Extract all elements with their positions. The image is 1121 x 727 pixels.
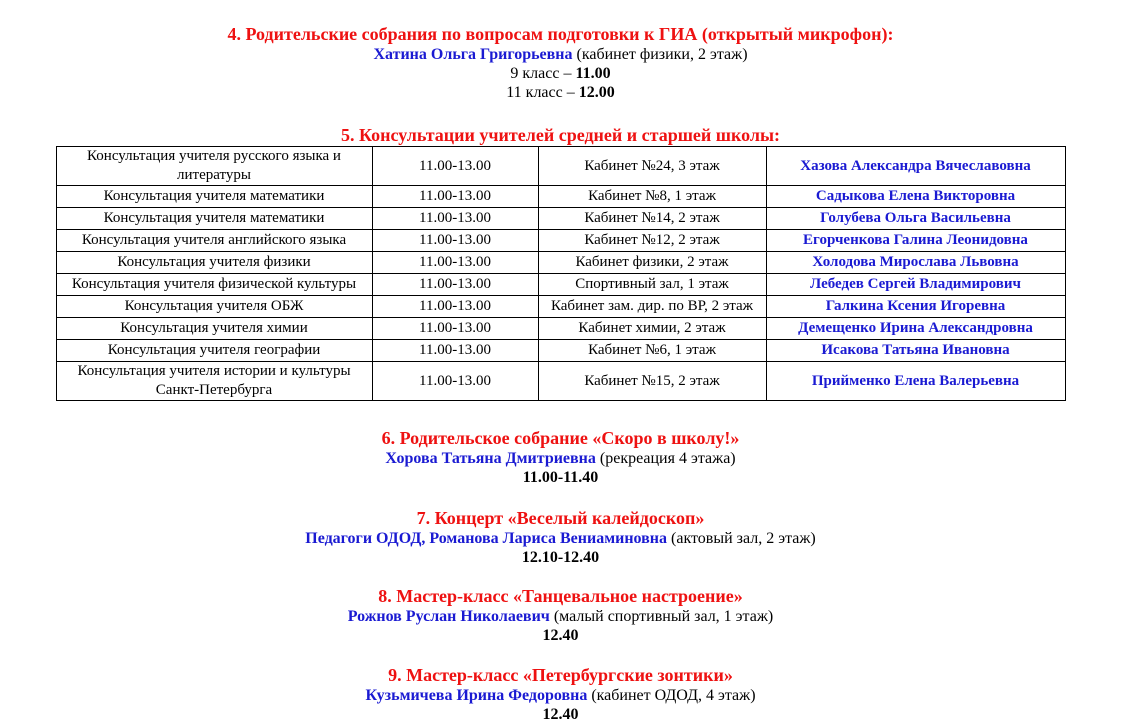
table-row (56, 230, 1065, 252)
section-4-title: 4. Родительские собрания по вопросам подготовки к ГИА (открытый микрофон): (227, 24, 894, 44)
room-cell: Кабинет физики, 2 этаж (538, 252, 766, 274)
teacher-cell: Холодова Мирослава Львовна (766, 252, 1065, 274)
section-6-time: 11.00-11.40 (522, 469, 599, 486)
section-9-time: 12.40 (542, 706, 579, 723)
teacher-cell: Демещенко Ирина Александровна (766, 318, 1065, 340)
section-5-consultations (0, 125, 1121, 401)
time-cell: 11.00-13.00 (372, 274, 538, 296)
section-9-masterclass-umbrellas (0, 665, 1121, 724)
section-8-masterclass-dance (0, 586, 1121, 645)
consultation-cell: Консультация учителя математики (56, 186, 372, 208)
section-5-title: 5. Консультации учителей средней и старшей школы: (340, 125, 781, 145)
section-4-class-time-11 (0, 83, 1121, 102)
table-row (56, 296, 1065, 318)
class-11-time: 12.00 (578, 84, 615, 101)
section-6-host-line (0, 449, 1121, 468)
time-cell: 11.00-13.00 (372, 318, 538, 340)
section-9-title: 9. Мастер-класс «Петербургские зонтики» (388, 665, 733, 685)
room-cell: Кабинет зам. дир. по ВР, 2 этаж (538, 296, 766, 318)
teacher-cell: Хазова Александра Вячеславовна (766, 147, 1065, 186)
table-row (56, 147, 1065, 186)
time-cell: 11.00-13.00 (372, 186, 538, 208)
section-7-title: 7. Концерт «Веселый калейдоскоп» (416, 508, 705, 528)
teacher-cell: Исакова Татьяна Ивановна (766, 340, 1065, 362)
section-8-host-name: Рожнов Руслан Николаевич (347, 608, 550, 625)
section-6-location: (рекреация 4 этажа) (599, 450, 736, 467)
section-8-location: (малый спортивный зал, 1 этаж) (553, 608, 774, 625)
room-cell: Кабинет №14, 2 этаж (538, 208, 766, 230)
teacher-cell: Садыкова Елена Викторовна (766, 186, 1065, 208)
table-row (56, 274, 1065, 296)
section-4-location: (кабинет физики, 2 этаж) (576, 46, 748, 63)
time-cell: 11.00-13.00 (372, 230, 538, 252)
consultation-cell: Консультация учителя английского языка (56, 230, 372, 252)
room-cell: Спортивный зал, 1 этаж (538, 274, 766, 296)
consultation-cell: Консультация учителя истории и культуры Санкт-Петербурга (56, 362, 372, 401)
consultation-cell: Консультация учителя физической культуры (56, 274, 372, 296)
consultation-cell: Консультация учителя географии (56, 340, 372, 362)
consultation-cell: Консультация учителя физики (56, 252, 372, 274)
section-6-parents-meeting (0, 428, 1121, 487)
consultation-cell: Консультация учителя русского языка и литературы (56, 147, 372, 186)
section-4-class-time-9 (0, 64, 1121, 83)
room-cell: Кабинет химии, 2 этаж (538, 318, 766, 340)
section-8-title: 8. Мастер-класс «Танцевальное настроение» (378, 586, 743, 606)
section-8-time: 12.40 (542, 627, 579, 644)
consultation-cell: Консультация учителя ОБЖ (56, 296, 372, 318)
time-cell: 11.00-13.00 (372, 208, 538, 230)
time-cell: 11.00-13.00 (372, 296, 538, 318)
consultation-cell: Консультация учителя химии (56, 318, 372, 340)
section-7-host-line (0, 529, 1121, 548)
consultations-table-body (56, 147, 1065, 401)
section-7-time: 12.10-12.40 (521, 549, 600, 566)
table-row (56, 252, 1065, 274)
section-7-location: (актовый зал, 2 этаж) (671, 530, 816, 547)
time-cell: 11.00-13.00 (372, 147, 538, 186)
room-cell: Кабинет №8, 1 этаж (538, 186, 766, 208)
class-11-label: 11 класс – (506, 84, 579, 101)
room-cell: Кабинет №6, 1 этаж (538, 340, 766, 362)
section-9-host-line (0, 686, 1121, 705)
section-4-gia-meetings (0, 24, 1121, 102)
section-6-host-name: Хорова Татьяна Дмитриевна (385, 450, 596, 467)
time-cell: 11.00-13.00 (372, 340, 538, 362)
time-cell: 11.00-13.00 (372, 252, 538, 274)
section-4-host-line (0, 45, 1121, 64)
room-cell: Кабинет №24, 3 этаж (538, 147, 766, 186)
room-cell: Кабинет №15, 2 этаж (538, 362, 766, 401)
time-cell: 11.00-13.00 (372, 362, 538, 401)
section-4-host-name: Хатина Ольга Григорьевна (373, 46, 573, 63)
class-9-label: 9 класс – (510, 65, 576, 82)
section-6-title: 6. Родительское собрание «Скоро в школу!» (381, 428, 740, 448)
table-row (56, 208, 1065, 230)
consultations-table (56, 146, 1066, 401)
table-row (56, 362, 1065, 401)
teacher-cell: Галкина Ксения Игоревна (766, 296, 1065, 318)
section-7-concert (0, 508, 1121, 567)
section-9-host-name: Кузьмичева Ирина Федоровна (365, 687, 588, 704)
consultation-cell: Консультация учителя математики (56, 208, 372, 230)
table-row (56, 186, 1065, 208)
teacher-cell: Прийменко Елена Валерьевна (766, 362, 1065, 401)
class-9-time: 11.00 (575, 65, 611, 82)
table-row (56, 340, 1065, 362)
teacher-cell: Лебедев Сергей Владимирович (766, 274, 1065, 296)
section-7-host-name: Педагоги ОДОД, Романова Лариса Вениаминовна (305, 530, 668, 547)
table-row (56, 318, 1065, 340)
room-cell: Кабинет №12, 2 этаж (538, 230, 766, 252)
teacher-cell: Егорченкова Галина Леонидовна (766, 230, 1065, 252)
section-9-location: (кабинет ОДОД, 4 этаж) (591, 687, 756, 704)
section-8-host-line (0, 607, 1121, 626)
teacher-cell: Голубева Ольга Васильевна (766, 208, 1065, 230)
